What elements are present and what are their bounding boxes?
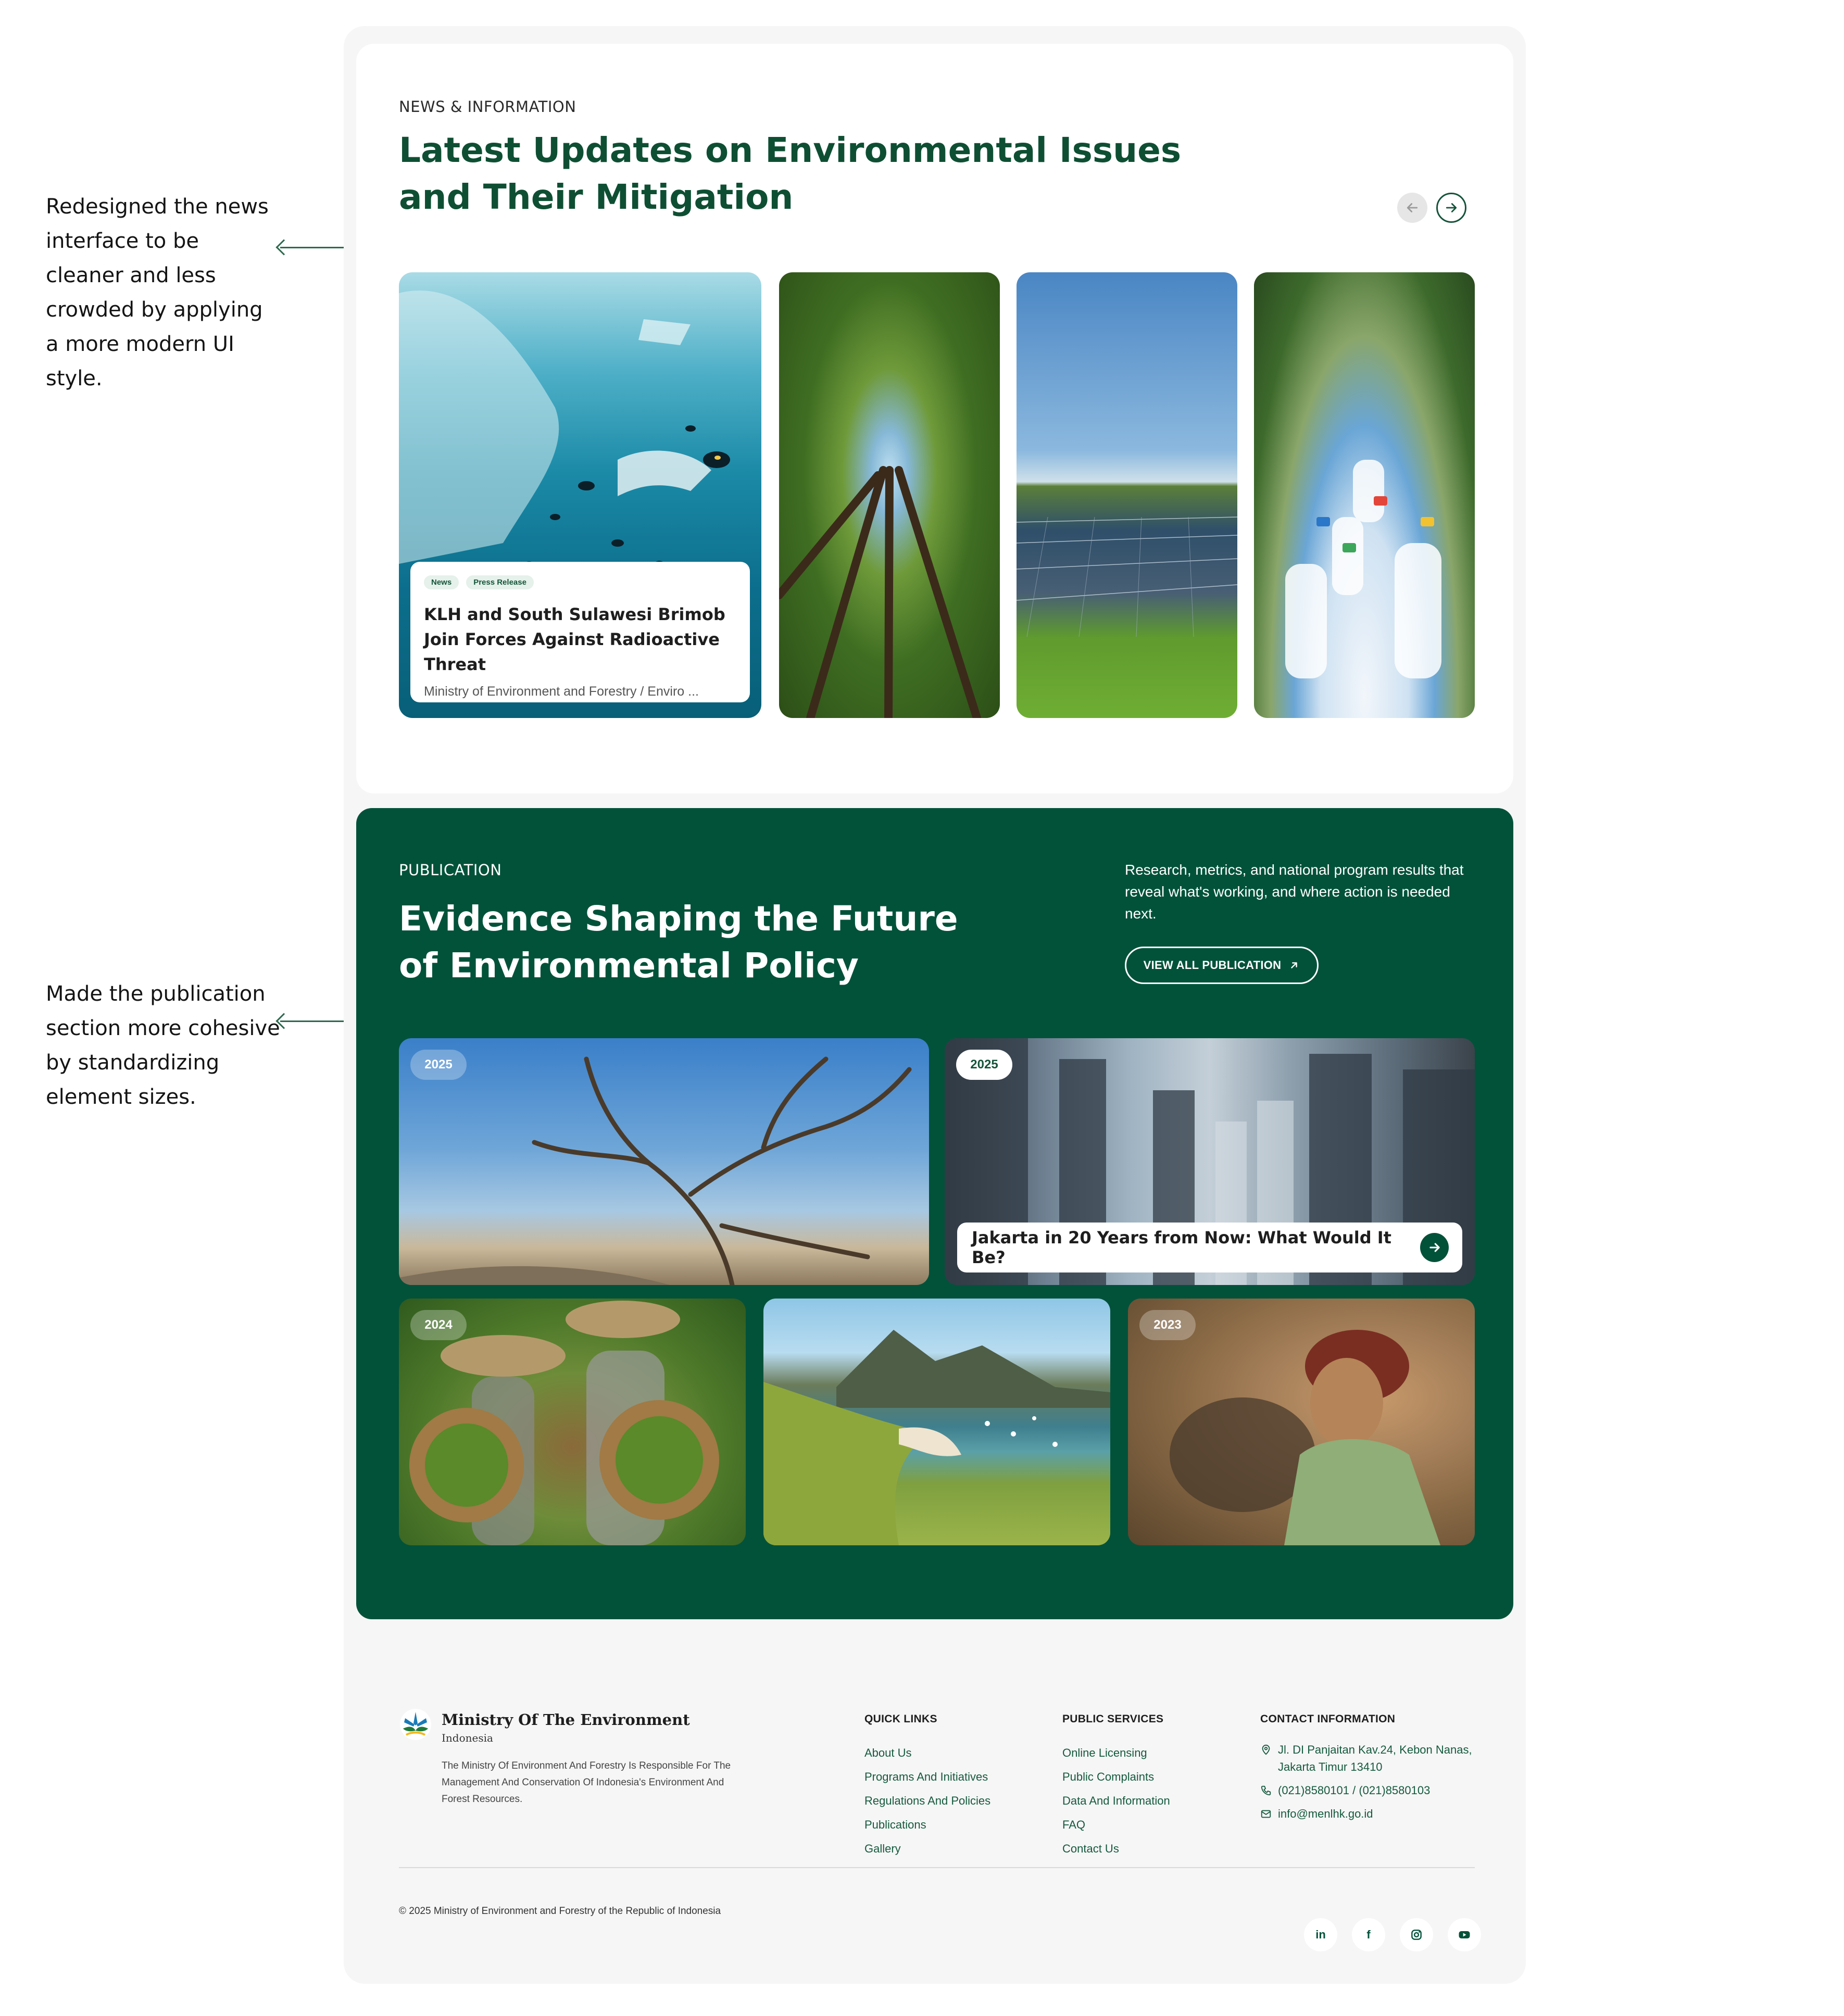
linkedin-icon: in [1315, 1928, 1326, 1941]
news-title-line: and Their Mitigation [399, 177, 794, 217]
publication-title [399, 896, 972, 989]
view-all-publication-label: VIEW ALL PUBLICATION [1143, 959, 1282, 972]
copyright-text: © 2025 Ministry of Environment and Forestry of the Republic of Indonesia [399, 1906, 721, 1917]
org-subtitle: Indonesia [442, 1732, 493, 1744]
footer-link-public-complaints[interactable]: Public Complaints [1062, 1770, 1155, 1783]
news-title [399, 127, 1232, 221]
open-publication-button[interactable] [1420, 1233, 1449, 1262]
youtube-button[interactable] [1448, 1918, 1481, 1951]
publication-section [356, 808, 1513, 1619]
news-section [356, 44, 1513, 793]
annotation-line: a more modern UI [46, 332, 234, 356]
publication-caption [957, 1223, 1462, 1272]
footer-link-data-information[interactable]: Data And Information [1062, 1794, 1170, 1807]
annotation-publication [46, 977, 280, 1114]
contact-phone[interactable] [1260, 1782, 1489, 1799]
footer-link-gallery[interactable]: Gallery [864, 1842, 901, 1855]
publication-title-line: of Environmental Policy [399, 946, 859, 986]
publication-description: Research, metrics, and national program results that reveal what's working, and where action is needed next. [1125, 862, 1464, 922]
year-badge: 2025 [956, 1050, 1012, 1080]
news-source: Ministry of Environment and Forestry / Enviro ... [424, 684, 699, 699]
ministry-logo-icon [399, 1708, 432, 1741]
instagram-icon [1410, 1928, 1423, 1942]
annotation-line: style. [46, 367, 103, 390]
publication-card[interactable] [1128, 1299, 1475, 1545]
arrow-left-icon [1404, 200, 1420, 216]
footer-link-contact-us[interactable]: Contact Us [1062, 1842, 1119, 1855]
quick-links-column [864, 1713, 990, 1861]
location-pin-icon [1260, 1744, 1272, 1756]
page-frame [344, 26, 1526, 1984]
carousel-next-button[interactable] [1436, 193, 1466, 223]
news-card-solar[interactable] [1017, 272, 1237, 718]
contact-email-text: info@menlhk.go.id [1278, 1807, 1373, 1820]
arrow-right-icon [1427, 1240, 1442, 1255]
news-card-forest[interactable] [779, 272, 1000, 718]
dry-tree-image [399, 1038, 929, 1285]
view-all-publication-button[interactable] [1125, 947, 1319, 984]
footer-link-publications[interactable]: Publications [864, 1818, 926, 1831]
news-tag[interactable]: Press Release [466, 575, 534, 589]
contact-information-column [1260, 1713, 1489, 1829]
news-title-line: Latest Updates on Environmental Issues [399, 130, 1182, 170]
arrow-up-right-icon [1288, 960, 1300, 971]
carousel-prev-button[interactable] [1397, 193, 1427, 223]
plastic-bottles-image [1254, 272, 1475, 718]
publication-title-line: Evidence Shaping the Future [399, 899, 958, 939]
annotation-line: by standardizing [46, 1051, 220, 1075]
footer-link-faq[interactable]: FAQ [1062, 1818, 1086, 1831]
forest-canopy-image [779, 272, 1000, 718]
publication-card[interactable] [399, 1299, 746, 1545]
contact-address [1260, 1741, 1489, 1775]
publication-eyebrow: PUBLICATION [399, 861, 502, 879]
arrow-left-icon [275, 239, 292, 255]
annotation-line: crowded by applying [46, 298, 263, 322]
solar-panels-image [1017, 272, 1237, 718]
contact-email[interactable] [1260, 1805, 1489, 1822]
news-tag[interactable]: News [424, 575, 459, 589]
mail-icon [1260, 1808, 1272, 1820]
instagram-button[interactable] [1400, 1918, 1433, 1951]
annotation-line: Redesigned the news [46, 195, 269, 219]
news-card-plastic-bottles[interactable] [1254, 272, 1475, 718]
year-badge: 2023 [1139, 1310, 1196, 1340]
annotation-line: cleaner and less [46, 263, 216, 287]
publication-card-jakarta[interactable] [945, 1038, 1475, 1285]
annotation-line: section more cohesive [46, 1016, 280, 1040]
footer-link-programs[interactable]: Programs And Initiatives [864, 1770, 988, 1783]
footer-divider [399, 1867, 1475, 1868]
annotation-line: element sizes. [46, 1085, 196, 1109]
linkedin-button[interactable] [1304, 1918, 1337, 1951]
news-headline[interactable]: KLH and South Sulawesi Brimob Join Forces Against Radioactive Threat [424, 604, 725, 674]
publication-card[interactable] [763, 1299, 1110, 1545]
contact-address-text: Jl. DI Panjaitan Kav.24, Kebon Nanas, Jakarta Timur 13410 [1278, 1743, 1472, 1773]
phone-icon [1260, 1785, 1272, 1796]
footer-link-regulations[interactable]: Regulations And Policies [864, 1794, 991, 1807]
facebook-icon: f [1366, 1928, 1371, 1941]
org-name: Ministry Of The Environment [442, 1711, 690, 1729]
footer-link-about-us[interactable]: About Us [864, 1746, 912, 1759]
public-services-heading: PUBLIC SERVICES [1062, 1713, 1164, 1725]
footer-link-online-licensing[interactable]: Online Licensing [1062, 1746, 1147, 1759]
arrow-right-icon [1444, 200, 1459, 216]
quick-links-heading: QUICK LINKS [864, 1713, 937, 1725]
org-description: The Ministry Of Environment And Forestry Is Responsible For The Management And Conservation Of Indonesia's Environment And Forest Resources. [442, 1760, 731, 1805]
news-tag-list [424, 575, 736, 589]
public-services-column [1062, 1713, 1170, 1861]
youtube-icon [1457, 1927, 1472, 1942]
news-eyebrow: NEWS & INFORMATION [399, 98, 576, 116]
news-card-overlay [410, 562, 750, 702]
annotation-line: Made the publication [46, 982, 266, 1006]
publication-card[interactable] [399, 1038, 929, 1285]
publication-caption-title[interactable]: Jakarta in 20 Years from Now: What Would It Be? [972, 1228, 1391, 1267]
year-badge: 2024 [410, 1310, 467, 1340]
year-badge: 2025 [410, 1050, 467, 1080]
news-card-featured[interactable] [399, 272, 761, 718]
facebook-button[interactable] [1352, 1918, 1385, 1951]
contact-heading: CONTACT INFORMATION [1260, 1713, 1396, 1725]
contact-phone-text: (021)8580101 / (021)8580103 [1278, 1784, 1431, 1797]
annotation-news [46, 190, 269, 396]
annotation-line: interface to be [46, 229, 199, 253]
coastal-bay-image [763, 1299, 1110, 1545]
